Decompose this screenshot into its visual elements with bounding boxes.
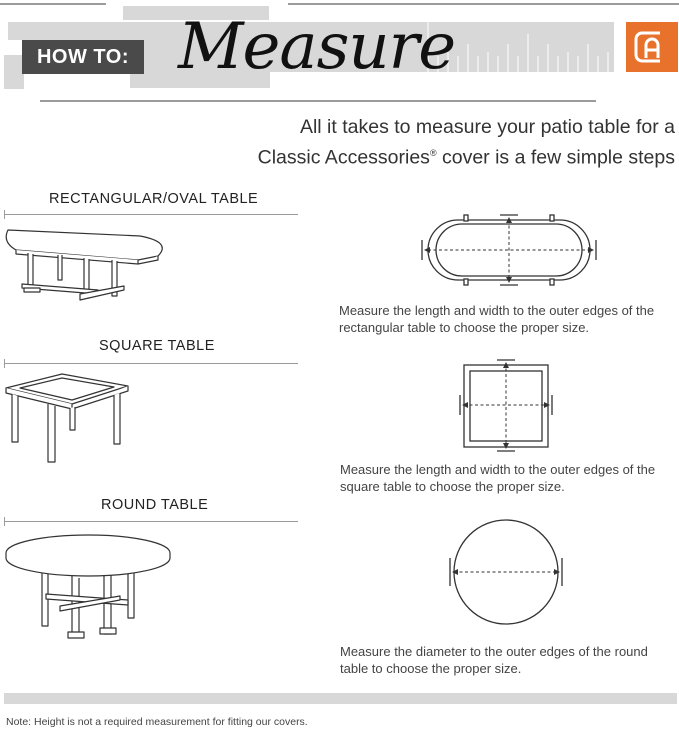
- header-line-bottom: [40, 100, 596, 102]
- section-title-square: SQUARE TABLE: [99, 338, 215, 354]
- header-line-top-right: [288, 3, 679, 5]
- page-title: Measure: [178, 10, 456, 84]
- section-divider-round: [4, 521, 298, 522]
- round-measure-diagram: [446, 516, 566, 630]
- caption-rectangular: Measure the length and width to the outer edges of the rectangular table to choose the proper size.: [339, 303, 655, 335]
- round-table-illustration: [0, 528, 180, 646]
- intro-line-1: All it takes to measure your patio table for a: [299, 116, 675, 138]
- caption-round: Measure the diameter to the outer edges of the round table to choose the proper size.: [340, 644, 648, 676]
- footer-band: [4, 693, 677, 704]
- section-title-round: ROUND TABLE: [101, 497, 209, 513]
- divider-tick: [4, 359, 5, 368]
- rectangular-table-illustration: [0, 220, 175, 310]
- square-measure-diagram: [456, 357, 556, 453]
- header-band-left: [8, 22, 22, 40]
- footer-note: Note: Height is not a required measurement for fitting our covers.: [6, 716, 308, 728]
- section-divider-square: [4, 363, 298, 364]
- oval-measure-diagram: [418, 212, 600, 288]
- section-divider-rectangular: [4, 214, 298, 215]
- square-table-illustration: [0, 368, 135, 464]
- divider-tick: [4, 517, 5, 526]
- intro-line-2: Classic Accessories® cover is a few simple steps: [257, 146, 675, 169]
- classic-accessories-logo-icon: [626, 22, 678, 72]
- caption-square: Measure the length and width to the outer edges of the square table to choose the proper size.: [340, 462, 656, 494]
- header-line-top-left: [0, 3, 106, 5]
- header-band-bottom: [4, 55, 24, 89]
- how-to-badge: HOW TO:: [22, 40, 144, 74]
- section-title-rectangular: RECTANGULAR/OVAL TABLE: [49, 191, 259, 207]
- intro-text: [258, 114, 675, 171]
- divider-tick: [4, 210, 5, 219]
